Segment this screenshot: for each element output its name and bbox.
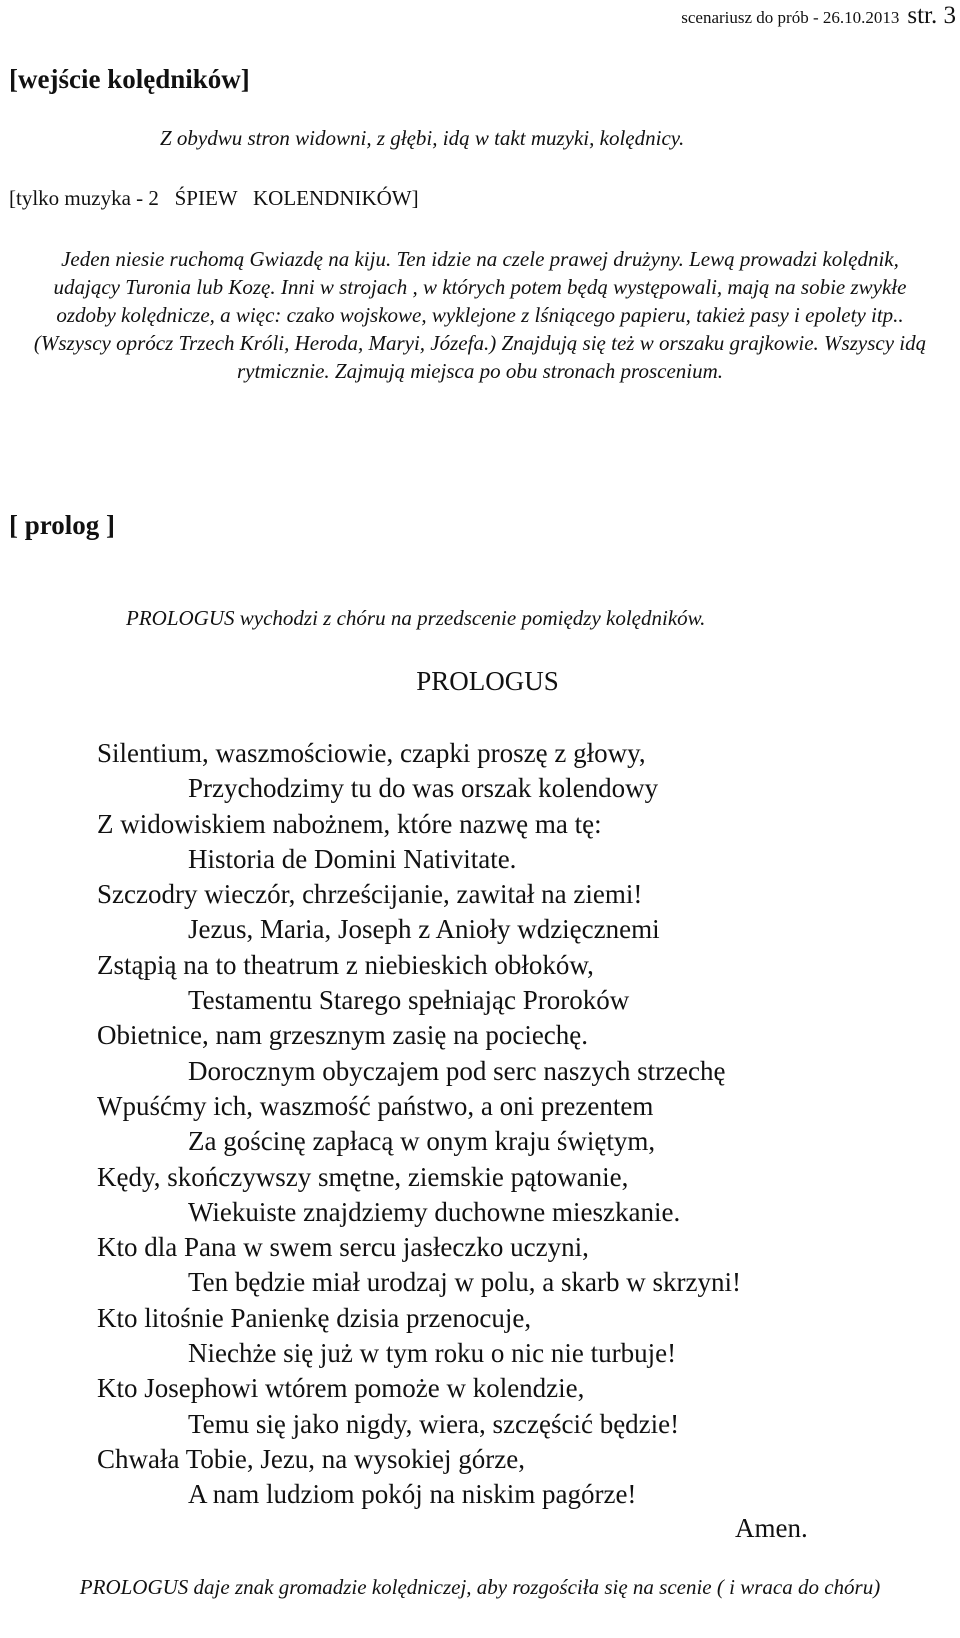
prolog-verse	[0, 736, 900, 1513]
amen: Amen.	[735, 1513, 808, 1543]
carolers-description: Jeden niesie ruchomą Gwiazdę na kiju. Ten idzie na czele prawej drużyny. Lewą prowadzi kolędnik, udający Turonia lub Kozę. Inni w strojach , w których potem będą występowali, mają na sobie zwykłe ozdoby kolędnicze, a więc: czako wojskowe, wyklejone z lśniącego papieru, takież pasy i epolety itp..(Wszyscy oprócz Trzech Króli, Heroda, Maryi, Józefa.) Znajdują się też w orszaku grajkowie. Wszyscy idą rytmicznie. Zajmują miejsca po obu stronach proscenium.	[33, 247, 927, 383]
page-header	[681, 2, 956, 30]
closing-stage-direction: PROLOGUS daje znak gromadzie kolędniczej, aby rozgościła się na scenie ( i wraca do chóru)	[79, 1575, 881, 1599]
prolog-heading: [ prolog ]	[9, 510, 115, 540]
scenario-date: scenariusz do prób - 26.10.2013	[681, 8, 900, 27]
verse-line: Dorocznym obyczajem pod serc naszych strzechę	[188, 1055, 726, 1086]
page-number: str. 3	[907, 2, 956, 29]
verse-line: Z widowiskiem nabożnem, które nazwę ma tę:	[97, 808, 602, 839]
verse-line: Obietnice, nam grzesznym zasię na pociechę.	[97, 1020, 589, 1051]
prolog-stage-direction: PROLOGUS wychodzi z chóru na przedscenie pomiędzy kolędników.	[126, 606, 706, 630]
verse-line: Testamentu Starego spełniając Proroków	[188, 985, 630, 1016]
verse-line: Za gościnę zapłacą w onym kraju świętym,	[188, 1126, 656, 1157]
verse-line: Kto dla Pana w swem sercu jasłeczko uczyni,	[97, 1232, 589, 1263]
verse-line: Historia de Domini Nativitate.	[188, 843, 517, 874]
verse-line: Wiekuiste znajdziemy duchowne mieszkanie.	[188, 1196, 681, 1227]
verse-line: Kędy, skończywszy smętne, ziemskie pątowanie,	[97, 1161, 629, 1192]
entrance-stage-direction: Z obydwu stron widowni, z głębi, idą w takt muzyki, kolędnicy.	[160, 126, 685, 150]
verse-line: A nam ludziom pokój na niskim pagórze!	[188, 1479, 637, 1510]
verse-line: Szczodry wieczór, chrześcijanie, zawitał na ziemi!	[97, 879, 643, 910]
verse-line: Silentium, waszmościowie, czapki proszę z głowy,	[97, 738, 646, 768]
entrance-heading: [wejście kolędników]	[9, 64, 250, 94]
verse-line: Temu się jako nigdy, wiera, szczęścić będzie!	[188, 1408, 680, 1439]
verse-line: Przychodzimy tu do was orszak kolendowy	[188, 773, 659, 804]
verse-line: Chwała Tobie, Jezu, na wysokiej górze,	[97, 1443, 525, 1474]
music-note: [tylko muzyka - 2 ŚPIEW KOLENDNIKÓW]	[9, 186, 419, 210]
speaker-name: PROLOGUS	[416, 666, 559, 696]
verse-line: Zstąpią na to theatrum z niebieskich obłoków,	[97, 949, 594, 980]
verse-line: Ten będzie miał urodzaj w polu, a skarb w skrzyni!	[188, 1267, 741, 1298]
verse-line: Kto litośnie Panienkę dzisia przenocuje,	[97, 1302, 532, 1333]
verse-line: Niechże się już w tym roku o nic nie turbuje!	[188, 1338, 677, 1369]
verse-line: Jezus, Maria, Joseph z Anioły wdzięcznemi	[188, 914, 660, 945]
verse-line: Wpuśćmy ich, waszmość państwo, a oni prezentem	[97, 1090, 654, 1121]
verse-line: Kto Josephowi wtórem pomoże w kolendzie,	[97, 1373, 585, 1404]
